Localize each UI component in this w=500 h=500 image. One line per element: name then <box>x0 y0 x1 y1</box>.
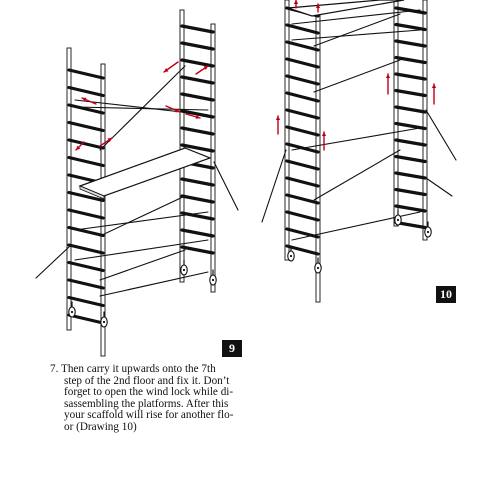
instruction-line: your scaffold will rise for another flo- <box>64 409 234 422</box>
wheel-hub <box>103 321 105 323</box>
frame-pole <box>394 0 398 226</box>
stabilizer-arm <box>426 178 452 196</box>
ladder-rung <box>396 107 425 112</box>
ladder-rung <box>396 41 425 46</box>
red-arrow-head <box>276 116 280 120</box>
wheel-hub <box>212 279 214 281</box>
ladder-rung <box>287 127 318 135</box>
figure-number-10: 10 <box>436 286 456 303</box>
stabilizer-arm <box>262 150 286 222</box>
instruction-line: or (Drawing 10) <box>64 420 137 433</box>
ladder-rung <box>69 298 103 306</box>
ladder-rung <box>182 60 213 66</box>
platform-deck <box>80 148 210 196</box>
stabilizer-arm <box>426 110 456 160</box>
ladder-rung <box>182 128 213 134</box>
ladder-rung <box>287 195 318 203</box>
wheel-hub <box>71 311 73 313</box>
ladder-rung <box>287 59 318 67</box>
ladder-rung <box>287 212 318 220</box>
ladder-rung <box>182 94 213 100</box>
ladder-rung <box>69 263 103 271</box>
ladder-rung <box>396 206 425 211</box>
ladder-rung <box>396 124 425 129</box>
instruction-line: forget to open the wind lock while di- <box>64 386 234 399</box>
ladder-rung <box>182 26 213 32</box>
ladder-rung <box>182 247 213 253</box>
ladder-rung <box>182 230 213 236</box>
stabilizer-arm <box>36 246 70 278</box>
instruction-line: sassembling the platforms. After this <box>64 397 229 410</box>
wheel-hub <box>183 269 185 271</box>
horizontal-brace <box>292 128 420 150</box>
wheel-hub <box>397 219 399 221</box>
ladder-rung <box>69 123 103 131</box>
stabilizer-arm <box>214 162 238 210</box>
red-arrow-head <box>322 132 326 136</box>
scaffold-drawing-10 <box>262 0 456 302</box>
diagonal-brace <box>314 150 400 200</box>
ladder-rung <box>182 179 213 185</box>
ladder-rung <box>396 173 425 178</box>
ladder-rung <box>287 178 318 186</box>
diagonal-brace <box>314 14 400 46</box>
ladder-rung <box>69 158 103 166</box>
wheel-hub <box>290 255 292 257</box>
ladder-rung <box>396 157 425 162</box>
ladder-rung <box>396 190 425 195</box>
ladder-rung <box>69 70 103 78</box>
ladder-rung <box>287 25 318 33</box>
wheel-hub <box>317 267 319 269</box>
ladder-rung <box>69 280 103 288</box>
red-arrow-head <box>386 74 390 78</box>
red-arrow-head <box>432 84 436 88</box>
ladder-rung <box>287 42 318 50</box>
diagonal-brace <box>100 196 185 236</box>
ladder-rung <box>396 74 425 79</box>
ladder-rung <box>69 88 103 96</box>
ladder-rung <box>69 105 103 113</box>
figure-number-9: 9 <box>222 340 242 357</box>
horizontal-brace <box>100 272 208 296</box>
frame-pole <box>285 0 289 260</box>
instruction-line: step of the 2nd floor and fix it. Don’t <box>64 374 230 387</box>
red-arrow-head <box>294 0 298 4</box>
ladder-rung <box>182 43 213 49</box>
ladder-rung <box>396 91 425 96</box>
ladder-rung <box>182 196 213 202</box>
instruction-text <box>50 364 250 434</box>
ladder-rung <box>69 245 103 253</box>
ladder-rung <box>287 110 318 118</box>
frame-pole <box>67 48 71 330</box>
ladder-rung <box>396 140 425 145</box>
ladder-rung <box>396 25 425 30</box>
scaffold-drawing-9 <box>36 10 238 356</box>
wheel-hub <box>427 231 429 233</box>
frame-pole <box>423 0 427 240</box>
ladder-rung <box>287 76 318 84</box>
ladder-rung <box>182 77 213 83</box>
ladder-rung <box>287 161 318 169</box>
ladder-rung <box>69 210 103 218</box>
ladder-rung <box>287 93 318 101</box>
instruction-line: 7. Then carry it upwards onto the 7th <box>50 363 216 375</box>
horizontal-brace <box>292 212 420 240</box>
ladder-rung <box>69 140 103 148</box>
